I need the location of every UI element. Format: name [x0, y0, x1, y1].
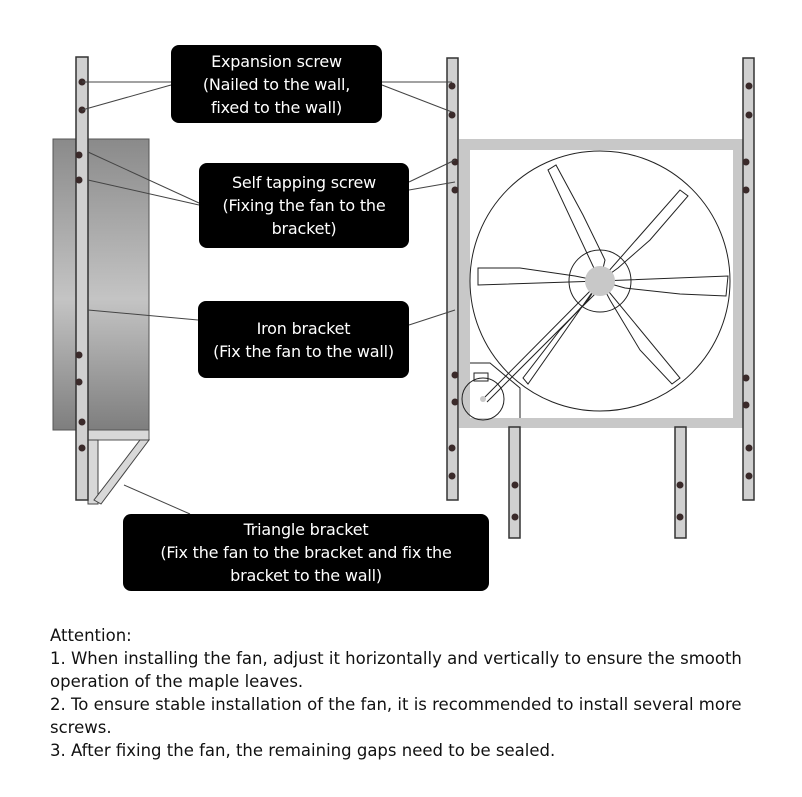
triangle-bracket — [88, 440, 149, 504]
bottom-legs — [509, 427, 686, 538]
attention-notes — [50, 624, 770, 762]
iron-bracket-label — [198, 301, 409, 378]
self-tapping-screw-label — [199, 163, 409, 248]
label-desc-line: fixed to the wall) — [210, 97, 343, 117]
attention-item: 2. To ensure stable installation of the fan, it is recommended to install several more screws. — [50, 695, 742, 737]
label-title: Self tapping screw — [231, 173, 377, 192]
attention-heading: Attention: — [50, 626, 132, 645]
label-desc-line: (Nailed to the wall, — [202, 74, 351, 94]
attention-item: 1. When installing the fan, adjust it horizontally and vertically to ensure the smooth operation of the maple leaves. — [50, 649, 742, 691]
label-title: Expansion screw — [211, 51, 342, 71]
label-desc-line: (Fix the fan to the wall) — [213, 341, 394, 361]
fan-base-plate — [88, 430, 149, 440]
label-desc-line: bracket to the wall) — [230, 566, 382, 585]
label-title: Iron bracket — [256, 318, 351, 338]
right-iron-bracket — [743, 58, 755, 500]
label-desc-line: (Fix the fan to the bracket and fix the — [160, 543, 452, 562]
expansion-screw-label — [171, 45, 382, 123]
attention-item: 3. After fixing the fan, the remaining gaps need to be sealed. — [50, 741, 556, 760]
triangle-bracket-label — [123, 514, 489, 591]
label-title: Triangle bracket — [243, 520, 369, 539]
label-desc-line: bracket) — [271, 219, 337, 238]
left-iron-bracket — [76, 57, 89, 500]
middle-iron-bracket — [447, 58, 459, 500]
label-desc-line: (Fixing the fan to the — [222, 196, 386, 215]
